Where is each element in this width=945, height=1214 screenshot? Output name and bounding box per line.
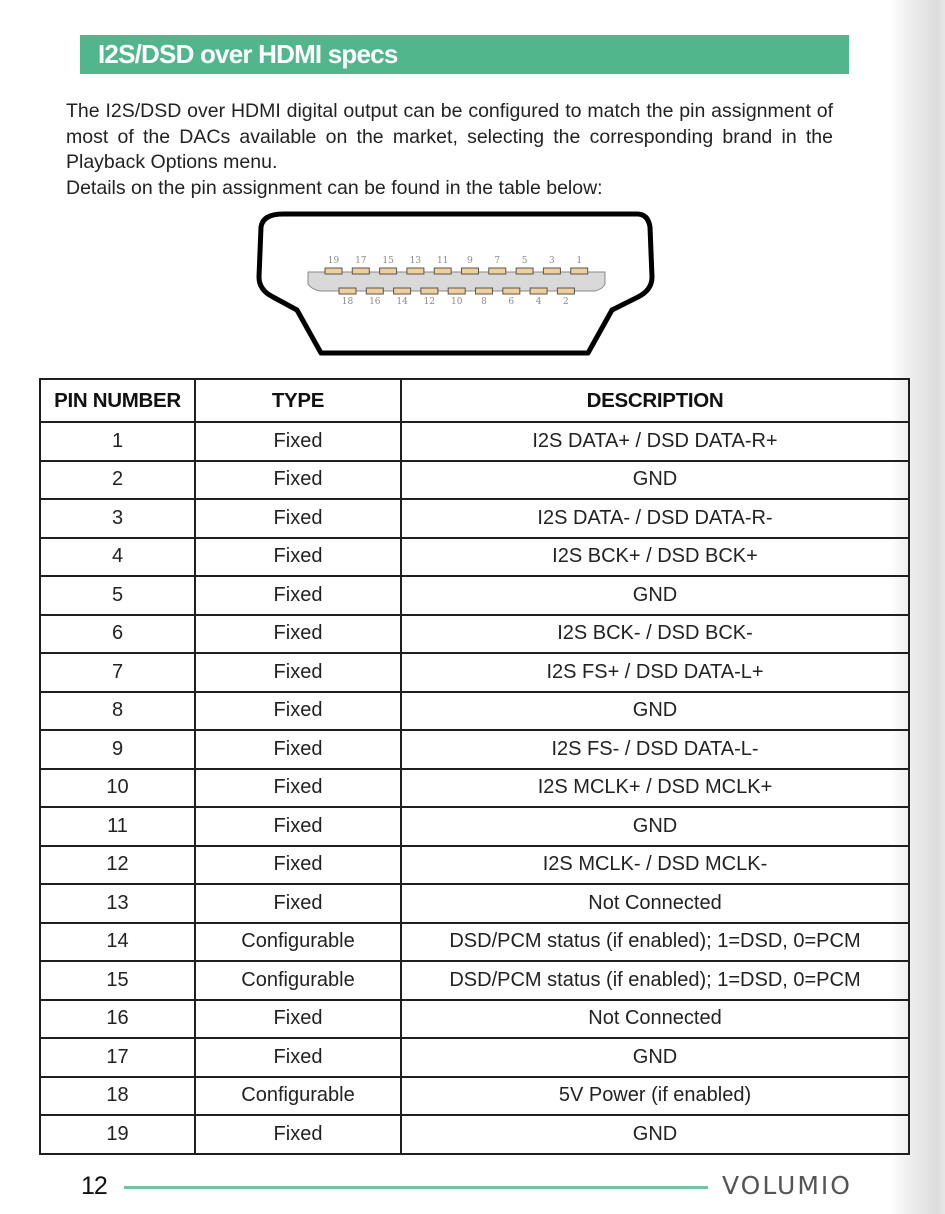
type-cell: Fixed (195, 461, 401, 500)
type-cell: Fixed (195, 846, 401, 885)
pin-label: 6 (508, 297, 515, 307)
pin-number-cell: 14 (40, 923, 195, 962)
pin-number-cell: 19 (40, 1115, 195, 1154)
description-cell: 5V Power (if enabled) (401, 1077, 909, 1116)
table-header-row (40, 379, 909, 422)
pin-contact (530, 288, 547, 294)
description-cell: GND (401, 692, 909, 731)
pin-number-cell: 10 (40, 769, 195, 808)
type-cell: Fixed (195, 1000, 401, 1039)
header-type: TYPE (195, 379, 401, 422)
pin-label: 16 (369, 297, 381, 307)
intro-paragraph: The I2S/DSD over HDMI digital output can be configured to match the pin assignment of most of the DACs available on the market, selecting the corresponding brand in the Playback Options menu. (66, 100, 833, 173)
pin-number-cell: 7 (40, 653, 195, 692)
pin-contact (557, 288, 574, 294)
table-row (40, 807, 909, 846)
pin-label: 3 (549, 256, 555, 266)
pin-label: 7 (494, 256, 501, 266)
pin-label: 2 (563, 297, 569, 307)
pin-number-cell: 18 (40, 1077, 195, 1116)
intro-details: Details on the pin assignment can be found in the table below: (66, 176, 603, 199)
pin-number-cell: 5 (40, 576, 195, 615)
type-cell: Fixed (195, 615, 401, 654)
type-cell: Fixed (195, 422, 401, 461)
pin-label: 12 (423, 297, 436, 307)
description-cell: GND (401, 1115, 909, 1154)
pin-contact (489, 268, 506, 274)
pin-number-cell: 15 (40, 961, 195, 1000)
type-cell: Fixed (195, 653, 401, 692)
type-cell: Configurable (195, 923, 401, 962)
type-cell: Fixed (195, 499, 401, 538)
footer-divider (124, 1186, 708, 1189)
pin-contact (366, 288, 383, 294)
pin-table (39, 378, 910, 1155)
pin-label: 18 (341, 297, 354, 307)
type-cell: Configurable (195, 1077, 401, 1116)
description-cell: I2S FS+ / DSD DATA-L+ (401, 653, 909, 692)
description-cell: DSD/PCM status (if enabled); 1=DSD, 0=PCM (401, 923, 909, 962)
table-row (40, 923, 909, 962)
description-cell: GND (401, 807, 909, 846)
type-cell: Fixed (195, 576, 401, 615)
pin-contact (448, 288, 465, 294)
pin-number-cell: 2 (40, 461, 195, 500)
pin-number-cell: 4 (40, 538, 195, 577)
pin-label: 19 (327, 256, 340, 266)
pin-number-cell: 17 (40, 1038, 195, 1077)
table-row (40, 1115, 909, 1154)
pin-contact (476, 288, 493, 294)
table-row (40, 538, 909, 577)
pin-number-cell: 13 (40, 884, 195, 923)
volumio-logo: VOLUMIO (722, 1171, 852, 1200)
pin-number-cell: 6 (40, 615, 195, 654)
table-row (40, 1038, 909, 1077)
hdmi-connector-diagram (255, 205, 655, 360)
pin-contact (380, 268, 397, 274)
description-cell: I2S MCLK- / DSD MCLK- (401, 846, 909, 885)
type-cell: Fixed (195, 692, 401, 731)
pin-label: 10 (450, 297, 463, 307)
pin-contact (434, 268, 451, 274)
description-cell: Not Connected (401, 884, 909, 923)
pin-label: 4 (535, 297, 542, 307)
table-row (40, 884, 909, 923)
description-cell: Not Connected (401, 1000, 909, 1039)
description-cell: I2S MCLK+ / DSD MCLK+ (401, 769, 909, 808)
table-row (40, 653, 909, 692)
description-cell: GND (401, 461, 909, 500)
type-cell: Fixed (195, 807, 401, 846)
intro-text (66, 99, 833, 201)
description-cell: GND (401, 576, 909, 615)
description-cell: I2S DATA+ / DSD DATA-R+ (401, 422, 909, 461)
pin-label: 15 (382, 256, 394, 266)
pin-contact (325, 268, 342, 274)
header-pin-number: PIN NUMBER (40, 379, 195, 422)
type-cell: Fixed (195, 1038, 401, 1077)
table-row (40, 1000, 909, 1039)
description-cell: I2S FS- / DSD DATA-L- (401, 730, 909, 769)
pin-label: 17 (355, 256, 367, 266)
pin-contact (503, 288, 520, 294)
pin-contact (543, 268, 560, 274)
pin-label: 11 (436, 256, 449, 266)
table-row (40, 692, 909, 731)
type-cell: Fixed (195, 769, 401, 808)
description-cell: I2S DATA- / DSD DATA-R- (401, 499, 909, 538)
section-title: I2S/DSD over HDMI specs (98, 39, 398, 69)
pin-number-cell: 9 (40, 730, 195, 769)
table-row (40, 461, 909, 500)
pin-number-cell: 11 (40, 807, 195, 846)
pin-label: 13 (409, 256, 422, 266)
pin-contact (339, 288, 356, 294)
section-title-bar (80, 35, 849, 74)
pin-number-cell: 16 (40, 1000, 195, 1039)
type-cell: Fixed (195, 730, 401, 769)
pin-contact (516, 268, 533, 274)
pin-contact (421, 288, 438, 294)
description-cell: GND (401, 1038, 909, 1077)
pin-label: 5 (521, 256, 528, 266)
table-row (40, 615, 909, 654)
pin-label: 8 (481, 297, 487, 307)
description-cell: DSD/PCM status (if enabled); 1=DSD, 0=PCM (401, 961, 909, 1000)
description-cell: I2S BCK+ / DSD BCK+ (401, 538, 909, 577)
table-row (40, 961, 909, 1000)
type-cell: Fixed (195, 1115, 401, 1154)
pin-contact (462, 268, 479, 274)
table-row (40, 846, 909, 885)
pin-number-cell: 1 (40, 422, 195, 461)
table-row (40, 1077, 909, 1116)
pin-number-cell: 12 (40, 846, 195, 885)
pin-label: 9 (467, 256, 473, 266)
pin-contact (394, 288, 411, 294)
pin-number-cell: 3 (40, 499, 195, 538)
pin-contact (352, 268, 369, 274)
table-row (40, 576, 909, 615)
table-row (40, 730, 909, 769)
description-cell: I2S BCK- / DSD BCK- (401, 615, 909, 654)
pin-number-cell: 8 (40, 692, 195, 731)
type-cell: Fixed (195, 884, 401, 923)
page-number: 12 (81, 1172, 107, 1200)
pin-contact (571, 268, 588, 274)
pin-label: 14 (396, 297, 408, 307)
pin-label: 1 (576, 256, 583, 266)
table-row (40, 499, 909, 538)
header-description: DESCRIPTION (401, 379, 909, 422)
table-row (40, 422, 909, 461)
type-cell: Fixed (195, 538, 401, 577)
type-cell: Configurable (195, 961, 401, 1000)
pin-contact (407, 268, 424, 274)
table-row (40, 769, 909, 808)
